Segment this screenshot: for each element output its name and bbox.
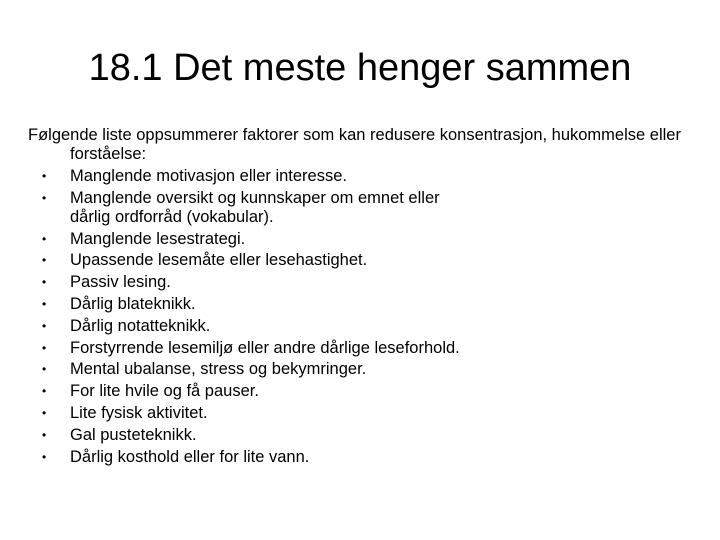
list-item	[28, 426, 688, 445]
list-item-text: Manglende lesestrategi.	[70, 229, 246, 248]
bullet-icon: •	[42, 318, 47, 333]
list-item-text: Gal pusteteknikk.	[70, 425, 197, 444]
bullet-icon: •	[42, 384, 47, 399]
bullet-icon: •	[42, 253, 47, 268]
bullet-icon: •	[42, 169, 47, 183]
bullet-icon: •	[42, 231, 47, 246]
list-item-text: Dårlig blateknikk.	[70, 294, 196, 313]
bullet-icon: •	[42, 405, 47, 420]
intro-text: Følgende liste oppsummerer faktorer som kan redusere konsentrasjon, hukommelse eller forståelse:	[28, 126, 681, 163]
list-item-text: Passiv lesing.	[70, 273, 171, 292]
list-item	[28, 404, 688, 423]
bullet-icon: •	[42, 190, 47, 205]
list-item	[28, 189, 688, 227]
factor-list	[28, 167, 688, 467]
list-item	[28, 382, 688, 401]
slide-title: 18.1 Det meste henger sammen	[88, 47, 632, 89]
list-item-text: Upassende lesemåte eller lesehastighet.	[70, 251, 368, 270]
list-item-text: Lite fysisk aktivitet.	[70, 403, 208, 422]
list-item	[28, 448, 688, 467]
list-item-text: Mental ubalanse, stress og bekymringer.	[70, 360, 367, 379]
list-item-text: Dårlig kosthold eller for lite vann.	[70, 447, 310, 466]
list-item-text: For lite hvile og få pauser.	[70, 382, 259, 401]
list-item	[28, 273, 688, 292]
list-item	[28, 317, 688, 336]
list-item-text: Dårlig notatteknikk.	[70, 316, 211, 335]
list-item	[28, 251, 688, 270]
bullet-icon: •	[42, 296, 47, 311]
list-item	[28, 230, 688, 249]
list-item-text: Manglende motivasjon eller interesse.	[70, 167, 347, 185]
list-item	[28, 295, 688, 314]
bullet-icon: •	[42, 340, 47, 355]
list-item	[28, 339, 688, 358]
bullet-icon: •	[42, 275, 47, 290]
slide-body	[28, 126, 688, 469]
bullet-icon: •	[42, 362, 47, 377]
list-item-text: Forstyrrende lesemiljø eller andre dårlige leseforhold.	[70, 338, 460, 357]
bullet-icon: •	[42, 427, 47, 442]
list-item-text: Manglende oversikt og kunnskaper om emnet eller dårlig ordforråd (vokabular).	[70, 188, 440, 226]
list-item	[28, 360, 688, 379]
list-item	[28, 167, 688, 186]
bullet-icon: •	[42, 449, 47, 464]
